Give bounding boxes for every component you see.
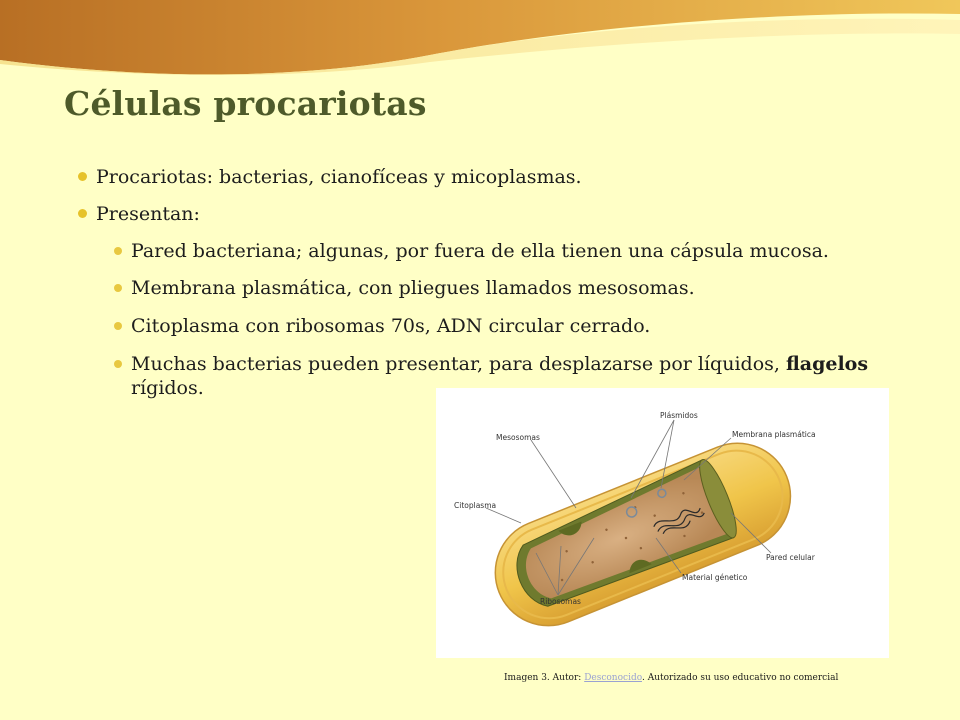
sub-bullet-text-suffix: rígidos. <box>131 376 204 399</box>
label-pared: Pared celular <box>766 553 815 562</box>
bullet-item <box>78 203 918 226</box>
sub-bullet-item <box>114 240 918 264</box>
sub-bullet-item <box>114 315 918 339</box>
image-caption <box>504 673 838 683</box>
author-link[interactable]: Desconocido <box>584 673 642 683</box>
bacteria-diagram <box>436 388 889 658</box>
bullet-dot-icon <box>78 209 87 218</box>
header-swoosh-decoration <box>0 0 960 90</box>
label-mesosomas: Mesosomas <box>496 433 540 442</box>
caption-suffix: . Autorizado su uso educativo no comercial <box>641 673 839 683</box>
sub-bullet-text: Citoplasma con ribosomas 70s, ADN circular cerrado. <box>131 315 651 338</box>
label-membrana: Membrana plasmática <box>732 430 816 439</box>
bacteria-diagram-svg <box>436 388 889 658</box>
bullet-dot-icon <box>114 247 122 255</box>
slide-content <box>78 166 918 414</box>
sub-bullet-bold-term: flagelos <box>785 352 869 375</box>
slide-title: Células procariotas <box>64 84 427 123</box>
bullet-dot-icon <box>114 284 122 292</box>
sub-bullet-text: Pared bacteriana; algunas, por fuera de ella tienen una cápsula mucosa. <box>131 239 829 262</box>
bullet-text: Presentan: <box>96 202 200 225</box>
label-ribosomas: Ribosomas <box>540 597 581 606</box>
sub-bullet-text-prefix: Muchas bacterias pueden presentar, para desplazarse por líquidos, <box>131 352 786 375</box>
bullet-dot-icon <box>114 360 122 368</box>
label-material: Material génetico <box>682 573 748 582</box>
label-citoplasma: Citoplasma <box>454 501 497 510</box>
bullet-dot-icon <box>114 322 122 330</box>
sub-bullet-text: Membrana plasmática, con pliegues llamados mesosomas. <box>131 277 695 300</box>
label-plasmidos: Plásmidos <box>660 411 698 420</box>
sub-bullet-item <box>114 277 918 301</box>
bullet-item <box>78 166 918 189</box>
bullet-dot-icon <box>78 172 87 181</box>
bullet-text: Procariotas: bacterias, cianofíceas y micoplasmas. <box>96 166 582 188</box>
caption-prefix: Imagen 3. Autor: <box>504 673 585 683</box>
